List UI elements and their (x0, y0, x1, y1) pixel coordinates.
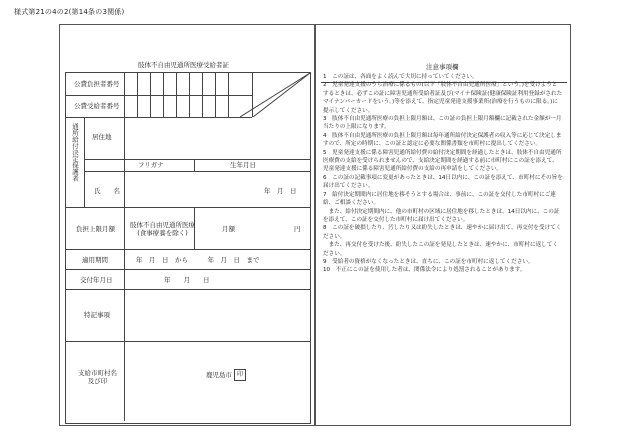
hatched-corner (253, 73, 311, 117)
city-seal: 印 (234, 369, 246, 381)
form-number: 様式第21の4の2(第14条の3関係) (14, 8, 125, 16)
address-label: 居住地 (92, 133, 112, 141)
issue-date-value: 年 月 日 (164, 276, 210, 284)
note-item: 2 児童発達支援のうち治療に係るもの(以下「肢体不自由児通所医療」という。)を受けようとするときは、必ずこの証に障害児通所受給者証及び(マイナ保険証(健康保険証利用登録がされたマイナンバーカードをいう。)等を添えて、指定児童発達支援事業所(治療を行うものに限る。)に提示してください。 (323, 82, 563, 114)
certificate-back-page (315, 24, 571, 426)
issuing-city-label: 支給市町村名 及び印 (78, 369, 117, 385)
note-item: 4 肢体不自由児通所医療の負担上限月額は毎年通所給付決定保護者の収入等に応じて決定しますので、所定の時期に、この証と認定に必要な関係書類を市町村に提出してください。 (323, 132, 562, 148)
burden-limit-label: 負担上限月額 (76, 225, 115, 233)
furigana-label: フリガナ (138, 161, 164, 169)
monthly-amount-label: 月額 (222, 225, 235, 233)
certificate-title: 肢体不自由児通所医療受給者証 (138, 61, 229, 69)
note-item: 1 この証は、各面をよく読んで大切に持っていてください。 (323, 74, 478, 80)
guardian-side-label: 通所給付決定保護者 (71, 123, 79, 182)
yen-unit: 円 (294, 225, 301, 233)
note-item: 5 児童発達支援に係る障害児通所給付費の給付決定期間を経過したときは、肢体不自由児通所医療費の支給を受けられませんので、支給決定期間を経過する前に市町村にこの証を添えて、児童発達支援に係る障害児通所給付費の支給の再申請をしてください。 (323, 149, 562, 173)
note-item: 8 この証を破損したり、汚したり又は紛失したときは、速やかに届け出て、再交付を受けてください。 (323, 225, 562, 240)
issuing-city-name: 鹿児島市 (206, 371, 232, 379)
certificate-front-page (59, 24, 315, 426)
notes-list (323, 73, 563, 275)
note-item: 3 肢体不自由児通所医療の負担上限月額は、この証の負担上限月額欄に記載された金額が一月当たりの上限になります。 (323, 116, 562, 131)
notes-title: 注意事項欄 (426, 63, 459, 71)
birthdate-units: 年 月 日 (264, 187, 297, 195)
burden-number-label: 公費負担者番号 (74, 80, 120, 88)
note-item: 9 受給者の資格がなくなったときは、直ちに、この証を市町村に返してください。 (323, 258, 534, 265)
note-item: 6 この証の記載事項に変更があったときは、14日以内に、この証を添えて、市町村にその旨を届け出てください。 (323, 174, 563, 190)
note-item: 10 不正にこの証を使用した者は、関係法令により処罰されることがあります。 (323, 267, 526, 274)
issue-date-label: 交付年月日 (80, 276, 113, 284)
validity-period-value: 年 月 日 から 年 月 日 まで (136, 256, 260, 264)
recipient-number-label: 公費受給者番号 (74, 102, 120, 110)
birthdate-label: 生年月日 (230, 161, 256, 169)
note-item: 7 給付決定期間内に居住地を移そうとする場合は、事前に、この証を交付した市町村にご連絡、ご相談ください。 (323, 191, 556, 207)
note-item: また、再交付を受けた後、紛失したこの証を発見したときは、速やかに、市町村に返してください。 (323, 242, 558, 257)
form-table (65, 72, 311, 424)
remarks-label: 特記事項 (84, 311, 110, 319)
validity-period-label: 適用期間 (82, 256, 108, 264)
name-label: 氏 名 (94, 187, 120, 195)
note-item: また、給付決定期間内に、他の市町村の区域に居住地を移したときは、14日以内に、この証を添えて、この証を交付した市町村に届け出てください。 (323, 208, 560, 223)
burden-limit-description: 肢体不自由児通所医療 (食事療養を除く) (130, 221, 195, 237)
